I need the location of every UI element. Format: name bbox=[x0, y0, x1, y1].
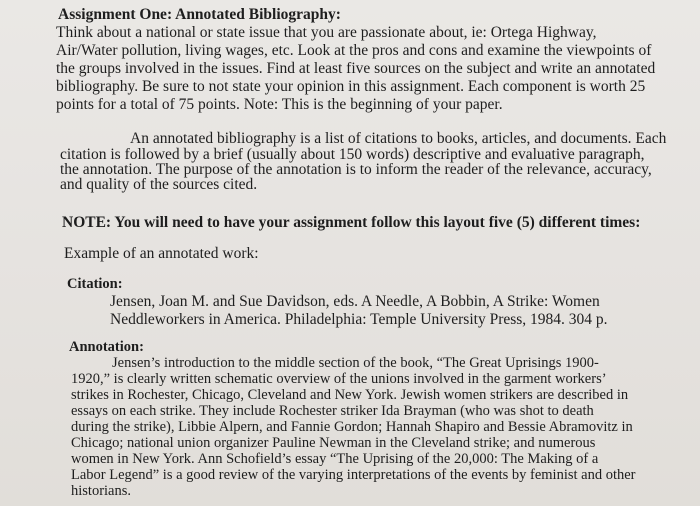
annotation-line: 1920,” is clearly written schematic overview of the unions involved in the garment workers’ bbox=[71, 371, 607, 387]
citation-line: Neddleworkers in America. Philadelphia: Temple University Press, 1984. 304 p. bbox=[110, 311, 608, 328]
assignment-line: bibliography. Be sure to not state your opinion in this assignment. Each component is worth 25 bbox=[56, 78, 646, 95]
annotation-line: women in New York. Ann Schofield’s essay “The Uprising of the 20,000: The Making of a bbox=[71, 451, 599, 467]
definition-line: the annotation. The purpose of the annotation is to inform the reader of the relevance, accuracy, bbox=[60, 161, 652, 178]
annotation-line: Labor Legend” is a good review of the varying interpretations of the events by feminist and other bbox=[71, 467, 636, 483]
annotation-line: Jensen’s introduction to the middle section of the book, “The Great Uprisings 1900- bbox=[112, 355, 599, 371]
annotation-label: Annotation: bbox=[69, 339, 144, 355]
definition-line: An annotated bibliography is a list of citations to books, articles, and documents. Each bbox=[130, 130, 667, 147]
assignment-heading: Assignment One: Annotated Bibliography: bbox=[58, 6, 341, 23]
assignment-line: the groups involved in the issues. Find at least five sources on the subject and write an annotated bbox=[56, 60, 656, 77]
definition-line: and quality of the sources cited. bbox=[60, 176, 258, 193]
note-text: NOTE: You will need to have your assignment follow this layout five (5) different times: bbox=[62, 214, 641, 231]
assignment-line: Think about a national or state issue that you are passionate about, ie: Ortega Highway, bbox=[56, 24, 597, 41]
example-label: Example of an annotated work: bbox=[64, 245, 259, 262]
assignment-line: points for a total of 75 points. Note: This is the beginning of your paper. bbox=[56, 96, 503, 113]
definition-line: citation is followed by a brief (usually about 150 words) descriptive and evaluative paragraph, bbox=[60, 146, 645, 163]
annotation-line: Chicago; national union organizer Pauline Newman in the Cleveland strike; and numerous bbox=[71, 435, 596, 451]
assignment-line: Air/Water pollution, living wages, etc. Look at the pros and cons and examine the viewpoints of bbox=[56, 42, 652, 59]
annotation-line: during the strike), Libbie Alpern, and Fannie Gordon; Hannah Shapiro and Bessie Abramovitz in bbox=[71, 419, 633, 435]
annotation-line: historians. bbox=[71, 483, 132, 499]
annotation-line: strikes in Rochester, Chicago, Cleveland and New York. Jewish women strikers are described in bbox=[71, 387, 629, 403]
citation-line: Jensen, Joan M. and Sue Davidson, eds. A Needle, A Bobbin, A Strike: Women bbox=[110, 293, 600, 310]
annotation-line: essays on each strike. They include Rochester striker Ida Brayman (who was shot to death bbox=[71, 403, 594, 419]
citation-label: Citation: bbox=[67, 276, 123, 292]
